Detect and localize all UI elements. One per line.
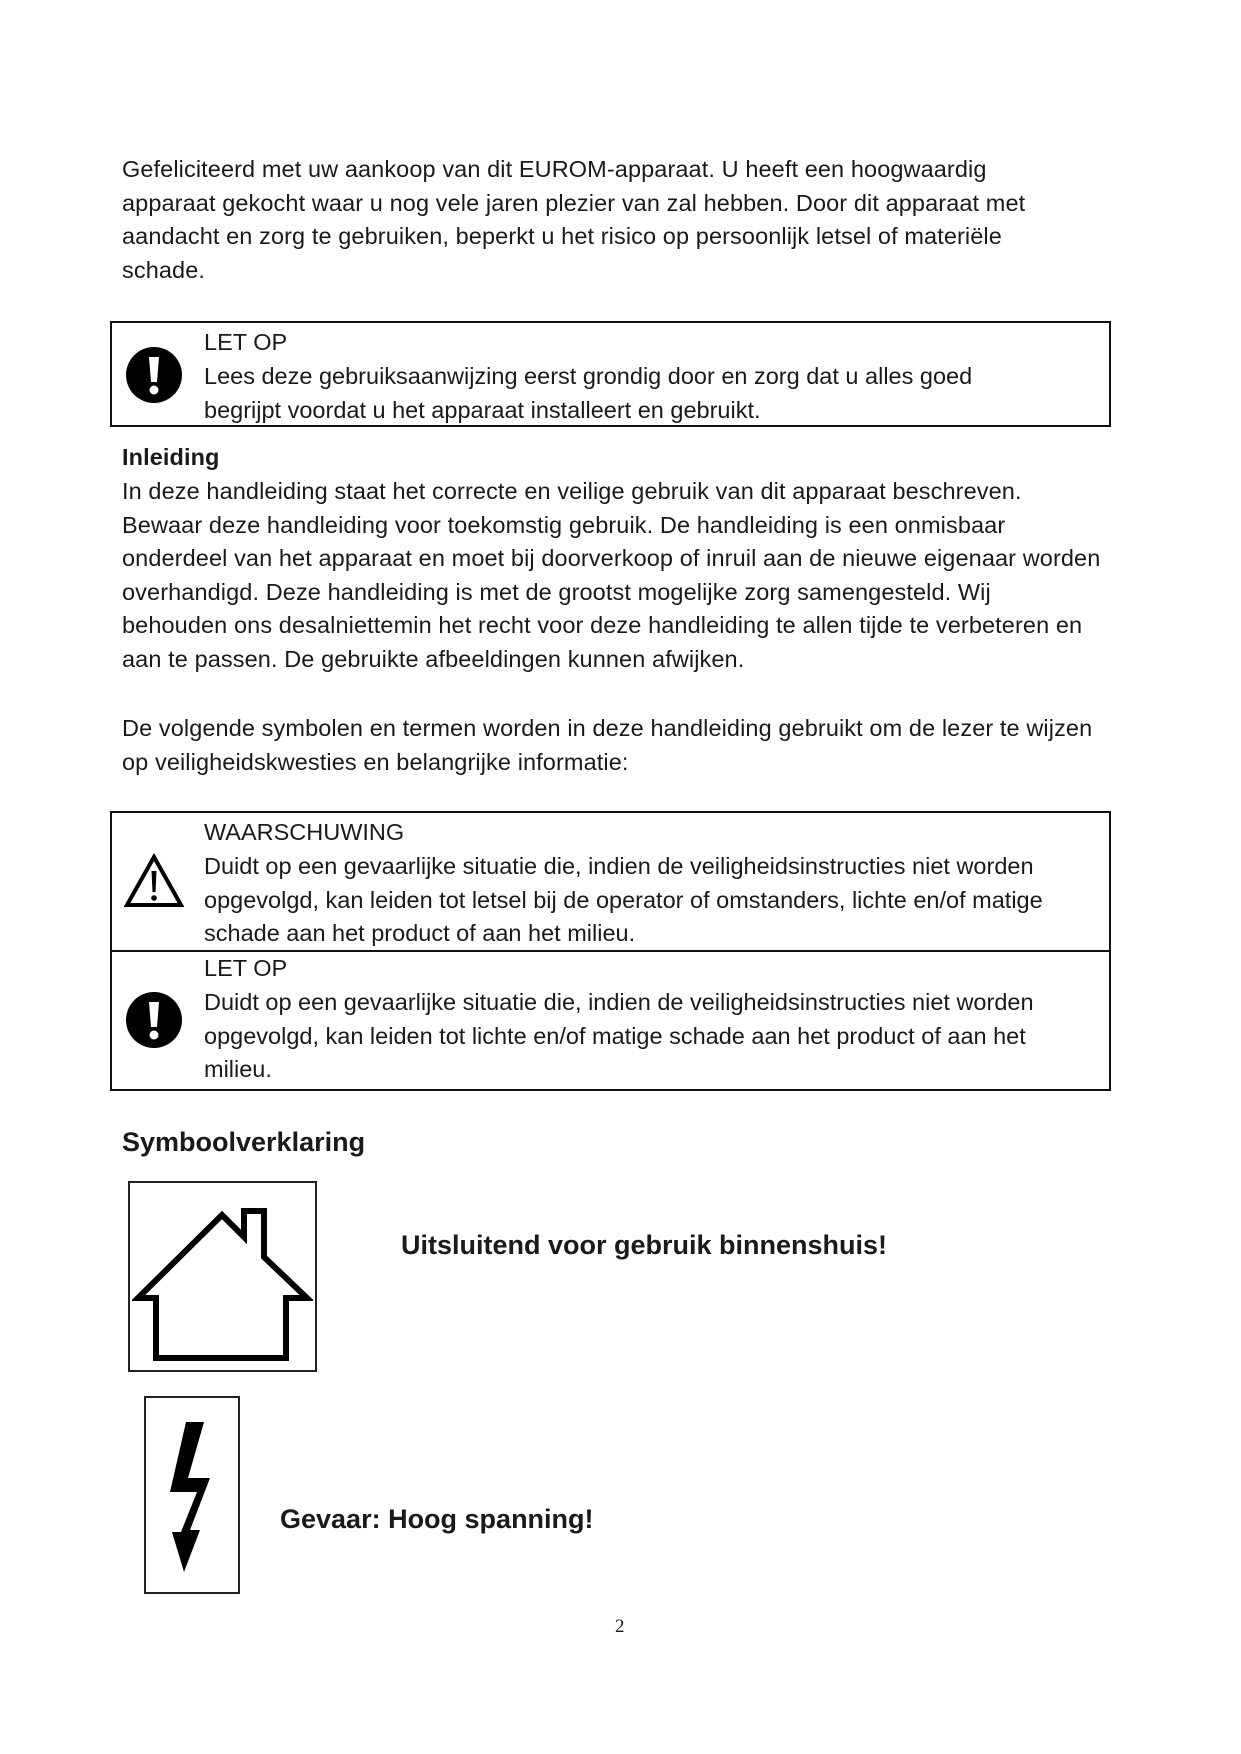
term-row-waarschuwing bbox=[112, 813, 1109, 952]
inleiding-heading: Inleiding bbox=[122, 444, 220, 470]
term-title: LET OP bbox=[204, 955, 288, 981]
symbols-intro-paragraph: De volgende symbolen en termen worden in deze handleiding gebruikt om de lezer te wijzen op veiligheidskwesties en belangrijke informatie: bbox=[122, 715, 1093, 775]
term-text: Duidt op een gevaarlijke situatie die, indien de veiligheidsinstructies niet worden opgevolgd, kan leiden tot letsel bij de operator of omstanders, lichte en/of matige schade aan het product of aan het milieu. bbox=[204, 853, 1043, 946]
lightning-bolt-icon bbox=[148, 1400, 238, 1592]
notice-box-let-op bbox=[110, 321, 1111, 427]
inleiding-paragraph: In deze handleiding staat het correcte en veilige gebruik van dit apparaat beschreven. Bewaar deze handleiding voor toekomstig gebruik. De handleiding is een onmisbaar onderdeel van het apparaat en moet bij doorverkoop of inruil aan de nieuwe eigenaar worden overhandigd. Deze handleiding is met de grootst mogelijke zorg samengesteld. Wij behouden ons desalniettemin het recht voor deze handleiding te allen tijde te verbeteren en aan te passen. De gebruikte afbeeldingen kunnen afwijken. bbox=[122, 478, 1101, 672]
terms-box bbox=[110, 811, 1111, 1091]
term-title: WAARSCHUWING bbox=[204, 819, 405, 845]
page-number: 2 bbox=[615, 1616, 625, 1637]
symbol-label-indoor: Uitsluitend voor gebruik binnenshuis! bbox=[401, 1230, 888, 1260]
warning-triangle-icon bbox=[124, 853, 184, 909]
symbols-heading: Symboolverklaring bbox=[122, 1127, 366, 1157]
house-icon bbox=[132, 1185, 313, 1368]
symbol-label-high-voltage: Gevaar: Hoog spanning! bbox=[280, 1504, 594, 1534]
term-row-let-op bbox=[112, 952, 1109, 1089]
lightning-symbol-frame bbox=[144, 1396, 240, 1594]
house-symbol-frame bbox=[128, 1181, 317, 1372]
notice-text: Lees deze gebruiksaanwijzing eerst grondig door en zorg dat u alles goed begrijpt voordat u het apparaat installeert en gebruikt. bbox=[204, 363, 973, 423]
notice-title: LET OP bbox=[204, 329, 288, 355]
exclamation-circle-icon bbox=[124, 990, 184, 1050]
term-text: Duidt op een gevaarlijke situatie die, indien de veiligheidsinstructies niet worden opgevolgd, kan leiden tot lichte en/of matige schade aan het product of aan het milieu. bbox=[204, 989, 1034, 1082]
intro-paragraph: Gefeliciteerd met uw aankoop van dit EUROM-apparaat. U heeft een hoogwaardig apparaat gekocht waar u nog vele jaren plezier van zal hebben. Door dit apparaat met aandacht en zorg te gebruiken, beperkt u het risico op persoonlijk letsel of materiële schade. bbox=[122, 156, 1026, 283]
exclamation-circle-icon bbox=[124, 345, 184, 405]
